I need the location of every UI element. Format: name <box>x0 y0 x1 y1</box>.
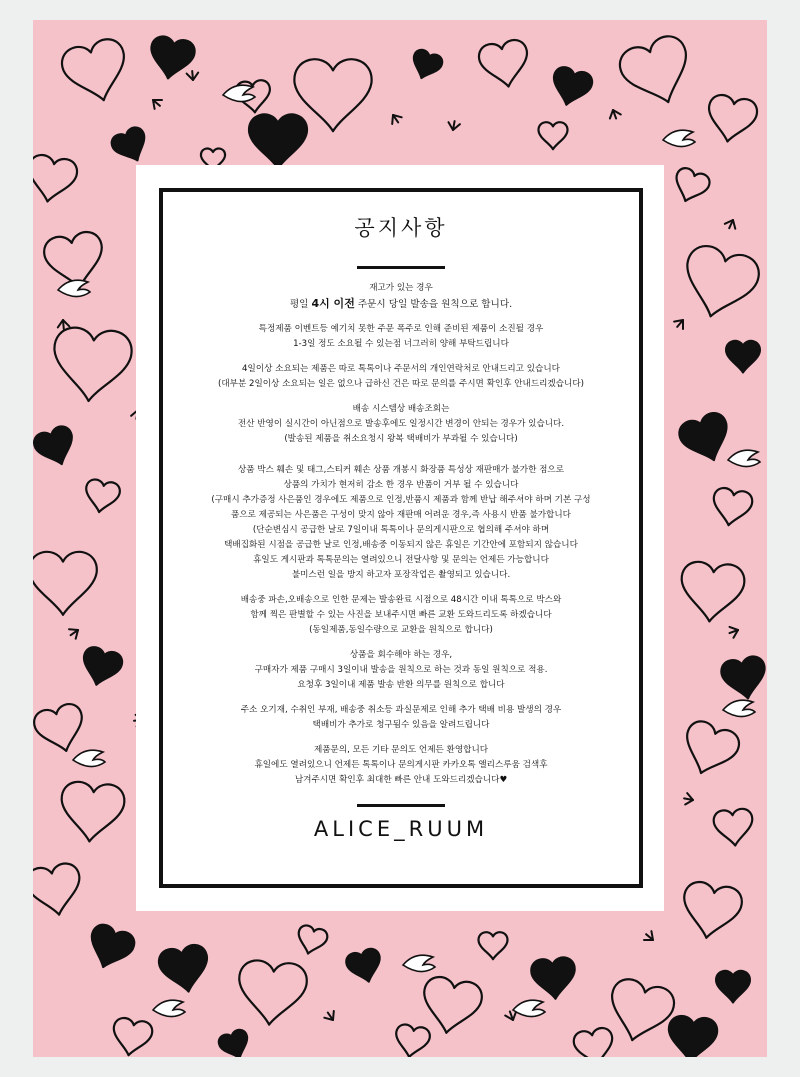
heart-doodle-icon <box>83 922 138 975</box>
sparkle-mark <box>610 110 613 119</box>
heart-doodle-icon <box>615 31 700 113</box>
wing-doodle-icon <box>58 280 90 296</box>
notice-frame <box>159 188 643 888</box>
notice-line: 재고가 있는 경우 <box>369 283 433 293</box>
notice-line: 배송 시스템상 배송조회는 <box>352 404 450 414</box>
sparkle-mark <box>69 629 78 630</box>
notice-line: 1-3일 정도 소요될 수 있는점 너그러히 양해 부탁드립니다 <box>293 339 509 349</box>
wing-doodle-icon <box>728 450 760 466</box>
heart-doodle-icon <box>720 655 767 702</box>
heart-doodle-icon <box>344 947 385 986</box>
notice-line: 택배비가 추가로 청구됨수 있음을 알려드립니다 <box>312 720 490 730</box>
notice-poster <box>33 20 767 1057</box>
sparkle-mark <box>730 627 739 630</box>
heart-doodle-icon <box>50 326 133 404</box>
notice-text: 평일 <box>289 299 312 310</box>
brand-signature: ALICE_RUUM <box>313 817 489 841</box>
heart-doodle-icon <box>676 242 763 326</box>
notice-text: 주문시 당일 발송을 원칙으로 합니다. <box>354 299 513 310</box>
wing-doodle-icon <box>663 130 695 146</box>
notice-line: (단순변심시 공급한 날로 7일이내 톡톡이나 문의게시판으로 협의해 주셔야 하며 <box>252 525 550 535</box>
heart-doodle-icon <box>704 93 759 146</box>
notice-line: 요청후 3일이내 제품 발송 반환 의무를 원칙으로 합니다 <box>297 680 505 690</box>
heart-doodle-icon <box>294 924 329 958</box>
heart-doodle-icon <box>33 424 80 471</box>
notice-line: 상품의 가치가 현저히 감소 한 경우 반품이 거부 될 수 있습니다 <box>283 480 519 490</box>
notice-paragraph-returns <box>163 463 639 583</box>
heart-doodle-icon <box>710 486 754 528</box>
heart-doodle-icon <box>249 114 307 168</box>
notice-paragraph-damage <box>163 593 639 638</box>
heart-doodle-icon <box>477 38 532 91</box>
notice-line: (발송된 제품을 취소요청시 왕복 택배비가 부과될 수 있습니다) <box>284 434 518 444</box>
wing-doodle-icon <box>403 955 435 971</box>
notice-line: 전산 반영이 실시간이 아닌점으로 발송후에도 일정시간 변경이 안되는 경우가 있습니다. <box>237 419 565 429</box>
notice-line: 휴일에도 열려있으니 언제든 톡톡이나 문의게시판 카카오톡 앨리스루움 검색후 <box>254 760 548 770</box>
sparkle-mark <box>392 115 393 124</box>
heart-doodle-icon <box>33 701 90 757</box>
heart-doodle-icon <box>418 975 484 1038</box>
heart-doodle-icon <box>235 959 308 1028</box>
sparkle-mark <box>513 1012 516 1021</box>
heart-doodle-icon <box>110 1016 154 1057</box>
wing-doodle-icon <box>153 1000 185 1016</box>
heart-doodle-icon <box>157 943 212 996</box>
notice-line: 품으로 제공되는 사은품은 구성이 맞지 않아 재판매 어려운 경우,즉 사용시 반품 불가합니다 <box>231 510 571 520</box>
heart-doodle-icon <box>33 153 79 206</box>
notice-line: 제품문의, 모든 기타 문의도 언제든 환영합니다 <box>313 745 489 755</box>
heart-doodle-icon <box>58 780 126 844</box>
notice-line: (대부분 2일이상 소요되는 일은 없으나 급하신 건은 따로 문의를 주시면 확인후 안내드리겠습니다) <box>218 379 584 389</box>
notice-emphasis: 4시 이전 <box>311 297 355 310</box>
heart-doodle-icon <box>33 861 85 919</box>
heart-doodle-icon <box>392 1023 431 1057</box>
notice-line: 배송중 파손,오배송으로 인한 문제는 발송완료 시점으로 48시간 이내 톡톡으로 박스와 <box>240 595 562 605</box>
notice-line: 특정제품 이벤트등 예기치 못한 주문 폭주로 인해 준비된 제품이 소진될 경우 <box>258 324 544 334</box>
notice-line: (동일제품,동일수량으로 교환을 원칙으로 합니다) <box>309 625 493 635</box>
wing-doodle-icon <box>513 1000 545 1016</box>
notice-line: 구매자가 제품 구매시 3일이내 발송을 원칙으로 하는 것과 동일 원칙으로 적용. <box>254 665 548 675</box>
heart-doodle-icon <box>676 718 743 783</box>
notice-paragraph-contact <box>163 743 639 788</box>
notice-line: 함께 찍은 판별할 수 있는 사진을 보내주시면 빠른 교환 도와드리도록 하겠습니다 <box>250 610 552 620</box>
notice-line: 상품 박스 훼손 및 태그,스티커 훼손 상품 개봉시 화장품 특성상 재판매가 불가한 점으로 <box>237 465 565 475</box>
heart-doodle-icon <box>539 122 568 149</box>
heart-doodle-icon <box>548 65 595 110</box>
notice-paragraph-extra-fee <box>163 703 639 733</box>
heart-doodle-icon <box>678 560 746 624</box>
notice-paragraph-tracking <box>163 402 639 447</box>
notice-paragraph-shipping <box>163 281 639 312</box>
heart-doodle-icon <box>713 808 755 847</box>
heart-doodle-icon <box>669 166 712 207</box>
title-divider <box>357 266 445 269</box>
notice-line: (구매시 추가증정 사은품인 경우에도 제품으로 인정,반품시 제품과 함께 반납 해주셔야 하며 기본 구성 <box>211 495 591 505</box>
heart-doodle-icon <box>78 645 125 690</box>
heart-doodle-icon <box>572 1026 616 1057</box>
notice-line <box>163 296 639 312</box>
heart-doodle-icon <box>33 552 97 615</box>
heart-doodle-icon <box>294 59 371 131</box>
heart-doodle-icon <box>109 125 153 168</box>
heart-doodle-icon <box>666 1015 718 1057</box>
heart-doodle-icon <box>716 971 750 1002</box>
notice-paragraph-recall <box>163 648 639 693</box>
heart-doodle-icon <box>479 932 508 959</box>
notice-line: 주소 오기재, 수취인 부재, 배송중 취소등 과실문제로 인해 추가 택배 비용 발생의 경우 <box>240 705 562 715</box>
notice-title: 공지사항 <box>354 216 448 240</box>
heart-doodle-icon <box>726 341 760 372</box>
heart-doodle-icon <box>217 1028 253 1057</box>
sparkle-mark <box>333 1011 334 1020</box>
notice-card <box>136 165 664 911</box>
wing-doodle-icon <box>223 85 255 101</box>
heart-doodle-icon <box>530 956 577 1000</box>
notice-line: 불미스런 일을 방지 하고자 포장작업은 촬영되고 있습니다. <box>291 570 511 580</box>
notice-line: 남겨주시면 확인후 최대한 빠른 안내 도와드리겠습니다♥ <box>294 775 508 785</box>
notice-line: 휴일도 게시판과 톡톡문의는 열려있으니 전달사항 및 문의는 언제든 가능합니다 <box>253 555 549 565</box>
notice-paragraph-long-lead <box>163 362 639 392</box>
wing-doodle-icon <box>73 750 105 766</box>
heart-doodle-icon <box>82 478 121 515</box>
heart-doodle-icon <box>678 880 744 943</box>
notice-paragraph-delay <box>163 322 639 352</box>
sparkle-mark <box>193 73 198 80</box>
notice-line: 4일이상 소요되는 제품은 따로 톡톡이나 주문서의 개인연락처로 안내드리고 있습니다 <box>242 364 560 374</box>
heart-doodle-icon <box>408 48 444 83</box>
notice-line: 상품을 회수해야 하는 경우, <box>349 650 453 660</box>
sparkle-mark <box>58 320 63 327</box>
notice-line: 택배집화된 시점을 공급한 날로 인정,배송중 이동되지 않은 휴일은 기간안에 포함되지 않습니다 <box>224 540 578 550</box>
signature-divider <box>357 804 445 807</box>
wing-doodle-icon <box>723 700 755 716</box>
heart-doodle-icon <box>58 36 134 109</box>
heart-doodle-icon <box>602 976 678 1049</box>
